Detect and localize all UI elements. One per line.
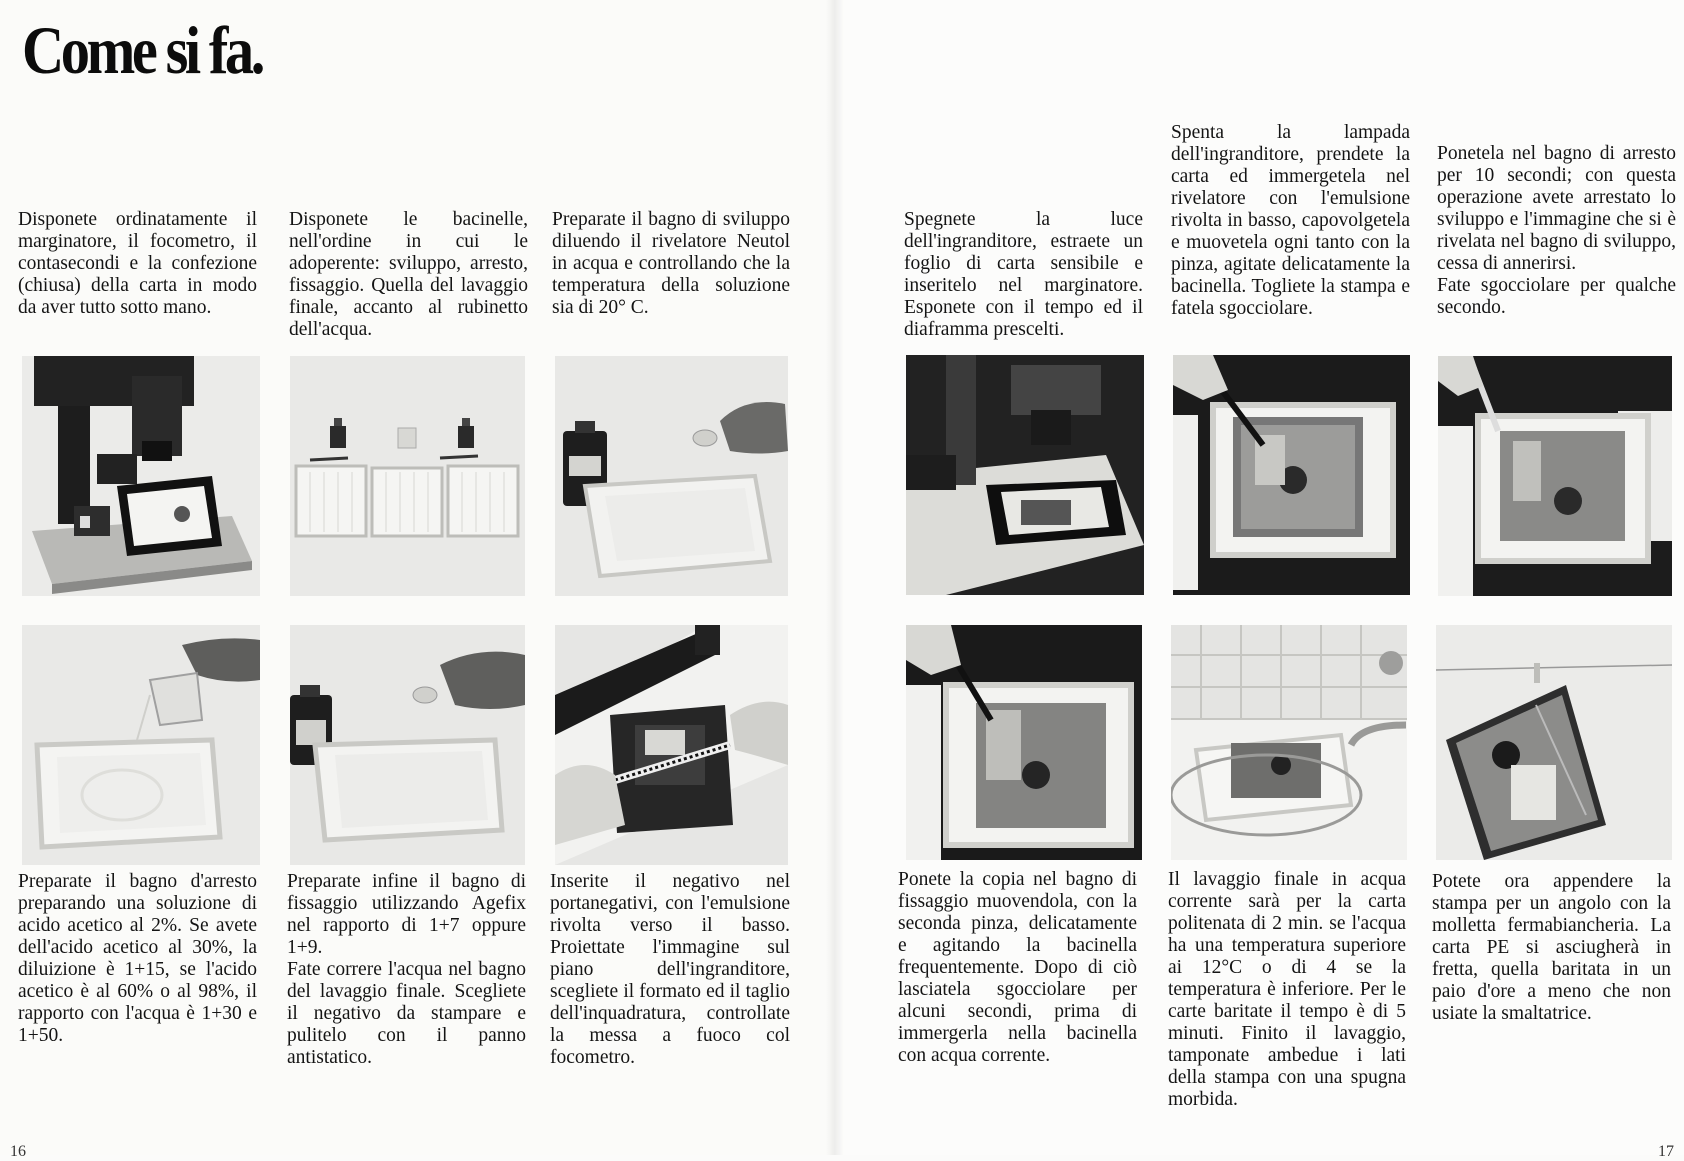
- photo-print-in-stop-bath: [1438, 356, 1672, 596]
- photo-print-in-fixer: [906, 625, 1142, 860]
- step-2-text: Disponete le bacinelle, nell'ordine in cui le adoperente: sviluppo, arresto, fissaggio. Quella del lavaggio finale, accanto al rubinetto dell'acqua.: [289, 209, 528, 340]
- step-9-text: Inserite il negativo nel portanegativi, con l'emulsione rivolta verso il basso. Proiettate l'immagine sul piano dell'ingranditore, scegliete il formato ed il taglio dell'inquadratura, controllate la messa a fuoco col focometro.: [550, 871, 790, 1068]
- photo-washing-sink: [1171, 625, 1407, 860]
- step-5-text: Spenta la lampada dell'ingranditore, prendete la carta ed immergetela nel rivelatore con l'emulsione rivolta in basso, capovolgetela e muovetela ogni tanto con la pinza, agitate delicatamente la bacinella. Togliete la stampa e fatela sgocciolare.: [1171, 122, 1410, 319]
- photo-three-trays: [290, 356, 525, 596]
- step-6-text: Ponetela nel bagno di arresto per 10 secondi; con questa operazione avete arrestato lo sviluppo e l'immagine che si è rivelata nel bagno di sviluppo, cessa di annerirsi. Fate sgocciolare per qualche secondo.: [1437, 143, 1676, 318]
- step-7-text: Preparate il bagno d'arresto preparando una soluzione di acido acetico al 2%. Se avete dell'acido acetico al 30%, la diluizione è 1+15, se l'acido acetico è al 60% o al 98%, il rapporto con l'acqua è 1+30 e 1+50.: [18, 871, 257, 1046]
- step-1-text: Disponete ordinatamente il marginatore, il focometro, il contasecondi e la confezione (chiusa) della carta in modo da aver tutto sotto mano.: [18, 209, 257, 318]
- page-gutter: [826, 0, 844, 1155]
- step-8-text: Preparate infine il bagno di fissaggio utilizzando Agefix nel rapporto di 1+7 oppure 1+9. Fate correre l'acqua nel bagno del lavaggio finale. Scegliete il negativo da stampare e pulitelo con il panno antistatico.: [287, 871, 526, 1068]
- page-number-left: 16: [10, 1143, 26, 1160]
- step-12-text: Potete ora appendere la stampa per un angolo con la molletta fermabiancheria. La carta PE si asciugherà in fretta, quella baritata in un paio d'ore a meno che non usiate la smaltatrice.: [1432, 871, 1671, 1024]
- page-title: Come si fa.: [22, 12, 262, 88]
- photo-hanging-print: [1436, 625, 1672, 860]
- photo-enlarger-exposure: [906, 355, 1144, 595]
- photo-fixer-bottle-tray: [290, 625, 525, 865]
- page-number-right: 17: [1658, 1143, 1674, 1160]
- step-4-text: Spegnete la luce dell'ingranditore, estraete un foglio di carta sensibile e inseritelo nel marginatore. Esponete con il tempo ed il diaframma prescelti.: [904, 209, 1143, 340]
- step-3-text: Preparate il bagno di sviluppo diluendo il rivelatore Neutol in acqua e controllando che la temperatura della soluzione sia di 20° C.: [552, 209, 790, 318]
- photo-negative-carrier: [555, 625, 788, 865]
- step-10-text: Ponete la copia nel bagno di fissaggio muovendola, con la seconda pinza, delicatamente e agitando la bacinella frequentemente. Dopo di ciò lasciatela sgocciolare per alcuni secondi, prima di immergerla nella bacinella con acqua corrente.: [898, 869, 1137, 1066]
- photo-print-in-developer: [1173, 355, 1410, 595]
- step-11-text: Il lavaggio finale in acqua corrente sarà per la carta politenata di 2 min. se l'acqua ha una temperatura superiore ai 12°C o di 4 se la temperatura è inferiore. Per le carte baritate il tempo è di 5 minuti. Finito il lavaggio, tamponate ambedue i lati della stampa con una spugna morbida.: [1168, 869, 1406, 1110]
- photo-enlarger-setup: [22, 356, 260, 596]
- photo-pouring-acid: [22, 625, 260, 865]
- photo-developer-bottle-tray: [555, 356, 788, 596]
